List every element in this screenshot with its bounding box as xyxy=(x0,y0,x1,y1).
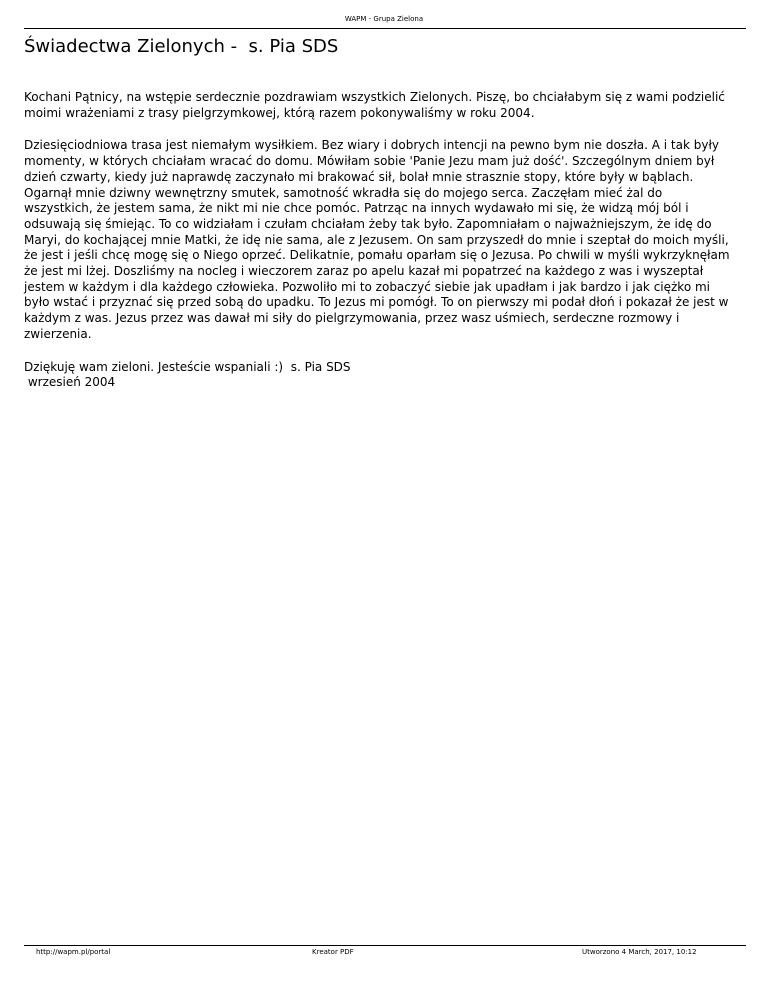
footer-url: http://wapm.pl/portal xyxy=(36,948,111,956)
article-paragraph-intro: Kochani Pątnicy, na wstępie serdecznie pozdrawiam wszystkich Zielonych. Piszę, bo chciałabym się z wami podzielić moimi wrażeniami z trasy pielgrzymkowej, którą razem pokonywaliśmy w roku 2004. xyxy=(24,90,725,120)
header-divider xyxy=(24,28,746,29)
article-title: Świadectwa Zielonych - s. Pia SDS xyxy=(24,36,339,57)
footer-divider xyxy=(24,945,746,946)
footer-created-date: Utworzono 4 March, 2017, 10:12 xyxy=(582,948,697,956)
article-body xyxy=(24,90,734,391)
article-paragraph-main: Dziesięciodniowa trasa jest niemałym wysiłkiem. Bez wiary i dobrych intencji na pewno bym nie doszła. A i tak były momenty, w których chciałam wracać do domu. Mówiłam sobie 'Panie Jezu mam już dość'. Szczególnym dniem był dzień czwarty, kiedy już naprawdę zaczynało mi brakować sił, bolał mnie strasznie stopy, które były w bąblach. Ogarnął mnie dziwny wewnętrzny smutek, samotność wkradła się do mojego serca. Zaczęłam mieć żal do wszystkich, że jestem sama, że nikt mi nie chce pomóc. Patrząc na innych wydawało mi się, że widzą mój ból i odsuwają się śmiejąc. To co widziałam i czułam chciałam żeby tak było. Zapomniałam o najważniejszym, że idę do Maryi, do kochającej mnie Matki, że idę nie sama, ale z Jezusem. On sam przyszedł do mnie i szeptał do moich myśli, że jest i jeśli chcę mogę się o Niego oprzeć. Delikatnie, pomału oparłam się o Jezusa. Po chwili w myśli wykrzyknęłam że jest mi lżej. Doszliśmy na nocleg i wieczorem zaraz po apelu kazał mi popatrzeć na każdego z was i wyszeptał jestem w każdym i dla każdego człowieka. Pozwoliło mi to zobaczyć siebie jak upadłam i jak bardzo i jak ciężko mi było wstać i przyznać się przed sobą do upadku. To Jezus mi pomógł. To on pierwszy mi podał dłoń i pokazał że jest w każdym z was. Jezus przez was dawał mi siły do pielgrzymowania, przez wasz uśmiech, serdeczne rozmowy i zwierzenia. xyxy=(24,138,730,341)
article-closing: Dziękuję wam zieloni. Jesteście wspaniali :) s. Pia SDS wrzesień 2004 xyxy=(24,359,351,390)
footer-generator: Kreator PDF xyxy=(312,948,354,956)
page-header: WAPM - Grupa Zielona xyxy=(344,15,424,23)
